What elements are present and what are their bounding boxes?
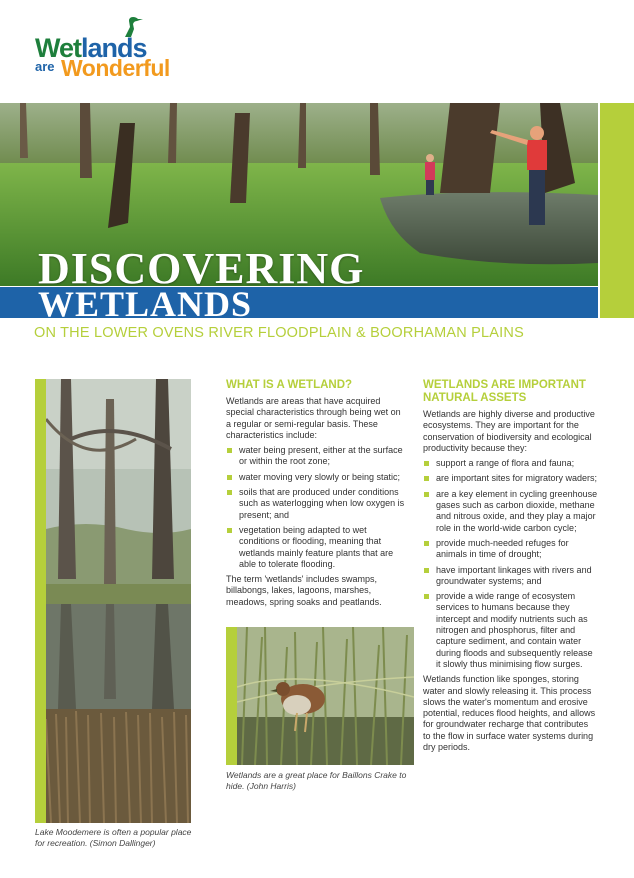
- bullet-icon: [227, 490, 232, 495]
- bullet-icon: [424, 461, 429, 466]
- list-item: provide a wide range of ecosystem services to humans because they intercept and modify nutrients such as nitrogen and phosphorus, filter and capture sediment, and contain water during floods and subsequently release it slowly thus minimising flow surges.: [423, 591, 598, 670]
- baillons-crake-photo: [237, 627, 414, 765]
- list-item: are a key element in cycling greenhouse gases such as carbon dioxide, methane and nitrous oxide, and they play a major role in the world-wide carbon cycle;: [423, 489, 598, 534]
- list-item: vegetation being adapted to wet conditions or flooding, meaning that wetlands mainly feature plants that are able to tolerate flooding.: [226, 525, 406, 570]
- bullet-icon: [424, 476, 429, 481]
- list-item: have important linkages with rivers and groundwater systems; and: [423, 565, 598, 588]
- bullet-icon: [424, 492, 429, 497]
- wetlands-important-section: [423, 379, 598, 757]
- wetland-benefits-list: [423, 458, 598, 670]
- wetland-characteristics-list: [226, 445, 406, 570]
- wetlands-important-heading: WETLANDS ARE IMPORTANT NATURAL ASSETS: [423, 379, 586, 404]
- list-item: are important sites for migratory waders;: [423, 473, 598, 484]
- bullet-icon: [227, 448, 232, 453]
- title-discovering: DISCOVERING: [38, 244, 365, 293]
- left-photo-accent-bar: [35, 379, 46, 823]
- logo-wet: Wet: [35, 33, 82, 63]
- bullet-icon: [424, 541, 429, 546]
- list-item: provide much-needed refuges for animals in time of drought;: [423, 538, 598, 561]
- list-item: water being present, either at the surface or within the root zone;: [226, 445, 406, 468]
- logo-are-text: are: [35, 59, 55, 74]
- lake-moodemere-photo: [46, 379, 191, 823]
- logo-wonderful-text: Wonderful: [61, 55, 170, 81]
- lake-moodemere-caption: Lake Moodemere is often a popular place for recreation. (Simon Dallinger): [35, 827, 192, 848]
- list-item: support a range of flora and fauna;: [423, 458, 598, 469]
- what-is-wetland-heading: WHAT IS A WETLAND?: [226, 379, 353, 391]
- title-wetlands: WETLANDS: [38, 284, 253, 324]
- what-is-wetland-intro: Wetlands are areas that have acquired special characteristics through being wet on a regular or semi-regular basis. These characteristics include:: [226, 396, 401, 440]
- bullet-icon: [424, 568, 429, 573]
- subtitle: ON THE LOWER OVENS RIVER FLOODPLAIN & BOORHAMAN PLAINS: [34, 325, 524, 341]
- bullet-icon: [227, 528, 232, 533]
- bullet-icon: [227, 475, 232, 480]
- what-is-wetland-outro: The term 'wetlands' includes swamps, billabongs, lakes, lagoons, marshes, meadows, spring soaks and peatlands.: [226, 574, 382, 607]
- list-item: water moving very slowly or being static;: [226, 472, 406, 483]
- wetlands-are-wonderful-logo: [35, 15, 205, 87]
- what-is-wetland-section: [226, 379, 406, 612]
- list-item: soils that are produced under conditions such as waterlogging when low oxygen is present; and: [226, 487, 406, 521]
- baillons-crake-caption: Wetlands are a great place for Baillons Crake to hide. (John Harris): [226, 770, 407, 791]
- bird-photo-accent-bar: [226, 627, 237, 765]
- bullet-icon: [424, 594, 429, 599]
- logo-lands: lands: [81, 33, 147, 63]
- accent-bar-right: [600, 103, 634, 318]
- wetlands-important-intro: Wetlands are highly diverse and productive ecosystems. They are important for the conservation of biodiversity and ecological productivity because they:: [423, 409, 595, 453]
- wetlands-important-outro: Wetlands function like sponges, storing water and slowly releasing it. This process slows the water's momentum and erosive potential, reduces flood heights, and allows for groundwater recharge that contributes to the flow in surface water systems during dry periods.: [423, 674, 596, 753]
